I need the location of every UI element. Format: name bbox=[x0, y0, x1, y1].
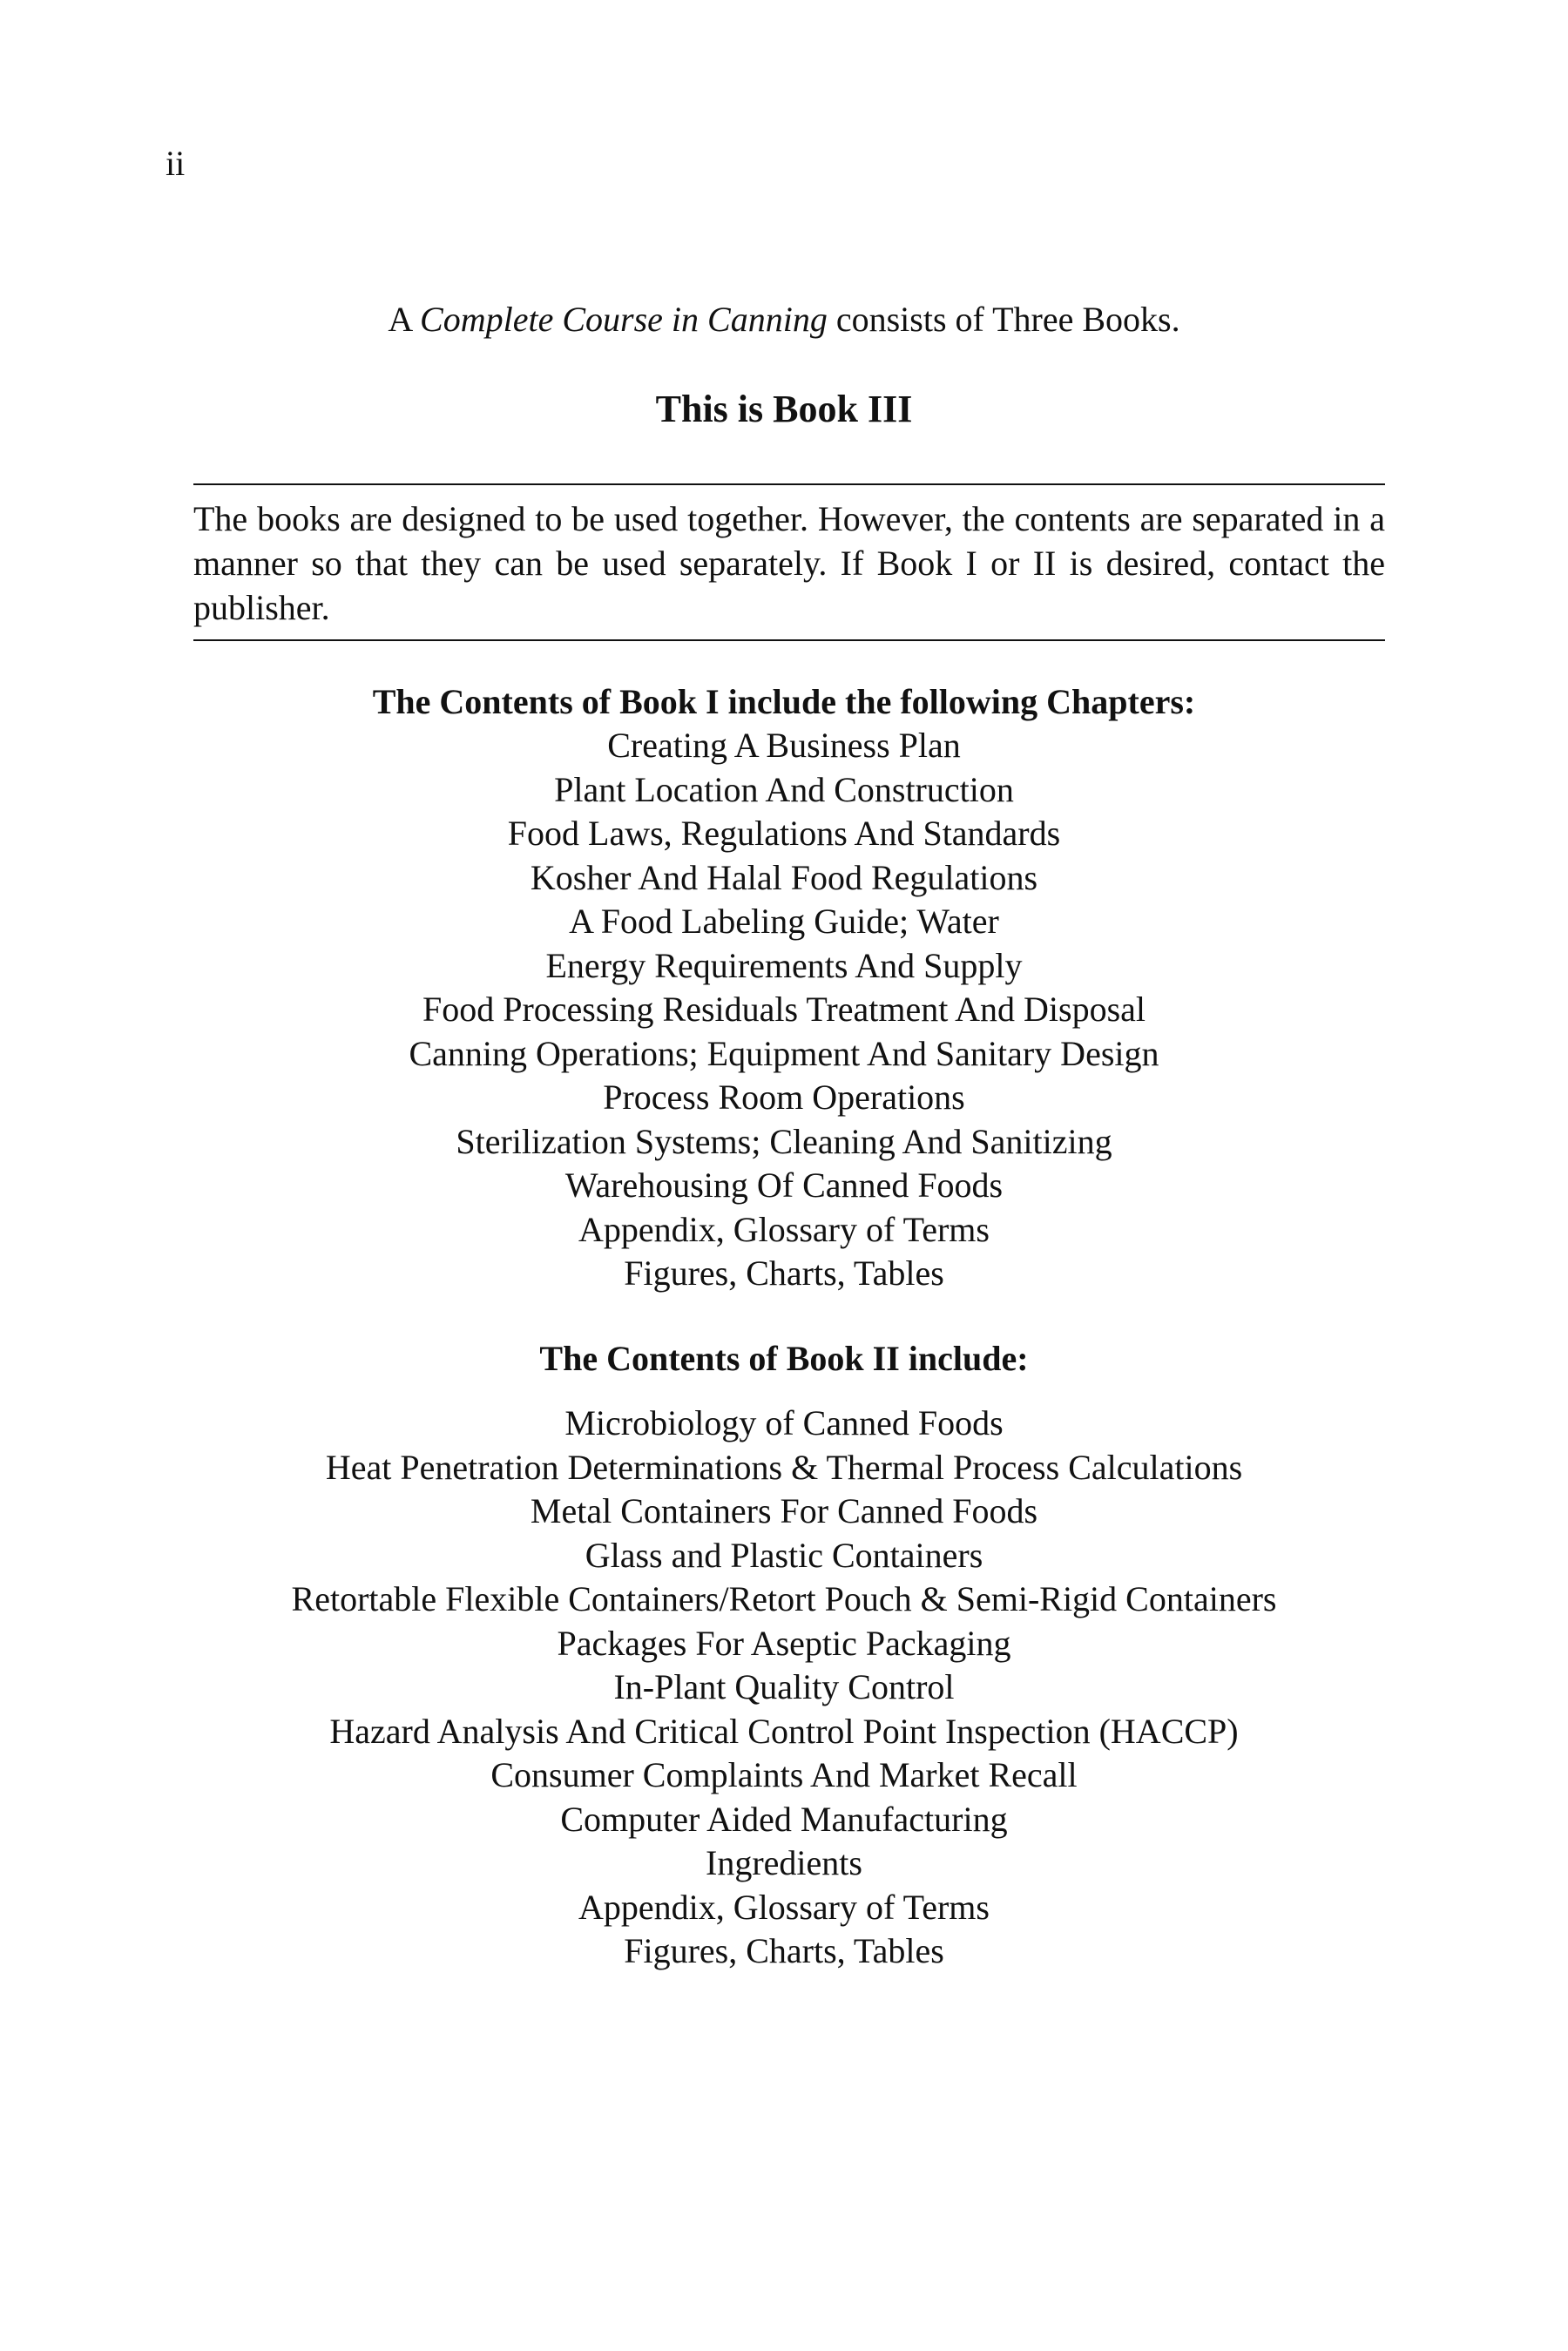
chapter-item: Sterilization Systems; Cleaning And Sanitizing bbox=[456, 1121, 1112, 1161]
chapter-item: Hazard Analysis And Critical Control Point Inspection (HACCP) bbox=[329, 1711, 1239, 1751]
chapter-item: Food Laws, Regulations And Standards bbox=[507, 814, 1061, 853]
chapter-item: Creating A Business Plan bbox=[607, 726, 961, 765]
chapter-item: Plant Location And Construction bbox=[554, 769, 1014, 809]
chapter-item: Retortable Flexible Containers/Retort Pouch & Semi-Rigid Containers bbox=[291, 1579, 1277, 1618]
chapter-item: In-Plant Quality Control bbox=[613, 1667, 955, 1706]
book1-contents bbox=[0, 679, 1568, 1296]
chapter-item: Glass and Plastic Containers bbox=[585, 1535, 983, 1575]
chapter-item: Kosher And Halal Food Regulations bbox=[530, 857, 1038, 897]
top-divider bbox=[193, 483, 1385, 485]
chapter-item: Warehousing Of Canned Foods bbox=[564, 1165, 1004, 1205]
notice-block bbox=[193, 497, 1385, 630]
chapter-item: A Food Labeling Guide; Water bbox=[569, 902, 999, 941]
chapter-item: Appendix, Glossary of Terms bbox=[578, 1887, 990, 1927]
notice-text: The books are designed to be used together. However, the contents are separated in a manner so that they can be used separately. If Book I or II is desired, contact the publisher. bbox=[193, 499, 1385, 627]
intro-prefix: A bbox=[388, 300, 421, 339]
chapter-item: Microbiology of Canned Foods bbox=[564, 1403, 1004, 1442]
book2-contents bbox=[0, 1336, 1568, 1974]
intro-suffix: consists of Three Books. bbox=[827, 300, 1180, 339]
chapter-item: Process Room Operations bbox=[603, 1078, 965, 1117]
page-number: ii bbox=[166, 144, 186, 183]
book1-chapter-list bbox=[0, 724, 1568, 1296]
chapter-item: Food Processing Residuals Treatment And Disposal bbox=[422, 990, 1146, 1029]
chapter-item: Figures, Charts, Tables bbox=[624, 1931, 944, 1970]
book2-title: The Contents of Book II include: bbox=[539, 1339, 1029, 1378]
chapter-item: Figures, Charts, Tables bbox=[624, 1253, 944, 1293]
bottom-divider bbox=[193, 639, 1385, 641]
chapter-item: Consumer Complaints And Market Recall bbox=[490, 1755, 1078, 1794]
chapter-item: Packages For Aseptic Packaging bbox=[557, 1623, 1011, 1663]
chapter-item: Appendix, Glossary of Terms bbox=[578, 1209, 990, 1249]
chapter-item: Energy Requirements And Supply bbox=[545, 945, 1023, 985]
intro-line bbox=[0, 299, 1568, 341]
course-title: Complete Course in Canning bbox=[420, 300, 828, 339]
chapter-item: Heat Penetration Determinations & Thermal Process Calculations bbox=[325, 1447, 1243, 1487]
chapter-item: Canning Operations; Equipment And Sanitary Design bbox=[409, 1033, 1159, 1073]
book1-title: The Contents of Book I include the following Chapters: bbox=[372, 682, 1196, 721]
chapter-item: Ingredients bbox=[706, 1843, 862, 1882]
book2-chapter-list bbox=[0, 1402, 1568, 1974]
chapter-item: Metal Containers For Canned Foods bbox=[530, 1491, 1038, 1530]
chapter-item: Computer Aided Manufacturing bbox=[560, 1799, 1008, 1839]
book-heading: This is Book III bbox=[655, 388, 913, 430]
